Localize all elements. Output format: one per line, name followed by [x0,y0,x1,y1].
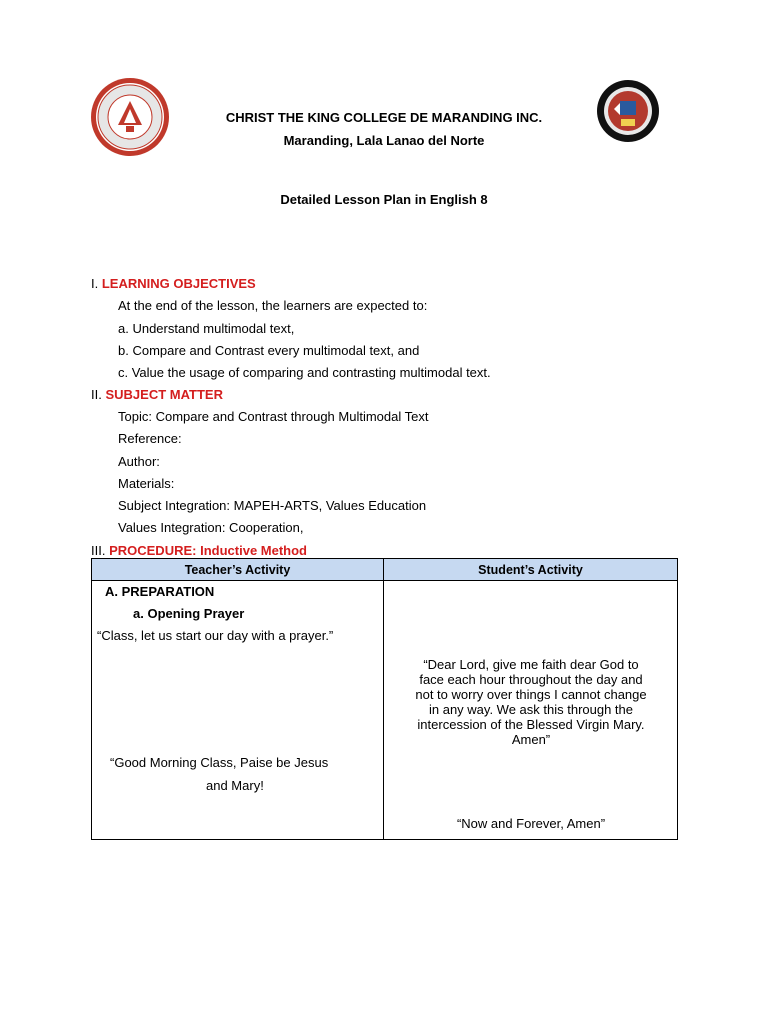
teacher-activity-cell [92,581,384,840]
prayer-line: face each hour throughout the day and [419,672,643,687]
column-header-teacher: Teacher’s Activity [92,559,384,581]
section-numeral: I. [91,276,99,291]
section-title: LEARNING OBJECTIVES [101,276,256,291]
procedure-table [91,558,678,840]
subject-item-topic: Topic: Compare and Contrast through Multimodal Text [118,409,429,424]
column-header-student: Student’s Activity [384,559,678,581]
prayer-line: not to worry over things I cannot change [415,687,647,702]
section-heading-objectives [91,276,256,291]
section-numeral: III. [91,543,106,558]
subject-item-reference: Reference: [118,431,182,446]
teacher-greeting-line: “Good Morning Class, Paise be Jesus [110,755,329,770]
student-activity-cell [384,581,678,840]
table-header-row [92,559,678,581]
objective-item: a. Understand multimodal text, [118,321,295,336]
prayer-line: intercession of the Blessed Virgin Mary. [417,717,645,732]
teacher-greeting-line: and Mary! [206,778,264,793]
student-prayer-text [384,657,678,747]
section-heading-subject-matter [91,387,223,402]
opening-prayer-heading: a. Opening Prayer [133,606,245,621]
student-response: “Now and Forever, Amen” [456,816,606,831]
section-numeral: II. [91,387,102,402]
section-title: PROCEDURE: [109,543,197,558]
subject-item-subject-integration: Subject Integration: MAPEH-ARTS, Values Education [118,498,427,513]
school-address: Maranding, Lala Lanao del Norte [283,133,485,148]
table-row [92,581,678,840]
objectives-intro: At the end of the lesson, the learners are expected to: [118,298,428,313]
prayer-line: in any way. We ask this through the [428,702,633,717]
prayer-line: Amen” [511,732,551,747]
document-title: Detailed Lesson Plan in English 8 [280,192,488,207]
teacher-prayer-line: “Class, let us start our day with a prayer.” [97,628,334,643]
preparation-heading: A. PREPARATION [105,584,215,599]
subject-item-author: Author: [118,454,160,469]
section-heading-procedure [91,543,307,558]
subject-item-values-integration: Values Integration: Cooperation, [118,520,304,535]
prayer-line: “Dear Lord, give me faith dear God to [423,657,639,672]
school-name: CHRIST THE KING COLLEGE DE MARANDING INC. [225,110,543,125]
procedure-method: Inductive Method [200,543,307,558]
section-title: SUBJECT MATTER [105,387,223,402]
objective-item: c. Value the usage of comparing and contrasting multimodal text. [118,365,491,380]
subject-item-materials: Materials: [118,476,175,491]
objective-item: b. Compare and Contrast every multimodal text, and [118,343,420,358]
